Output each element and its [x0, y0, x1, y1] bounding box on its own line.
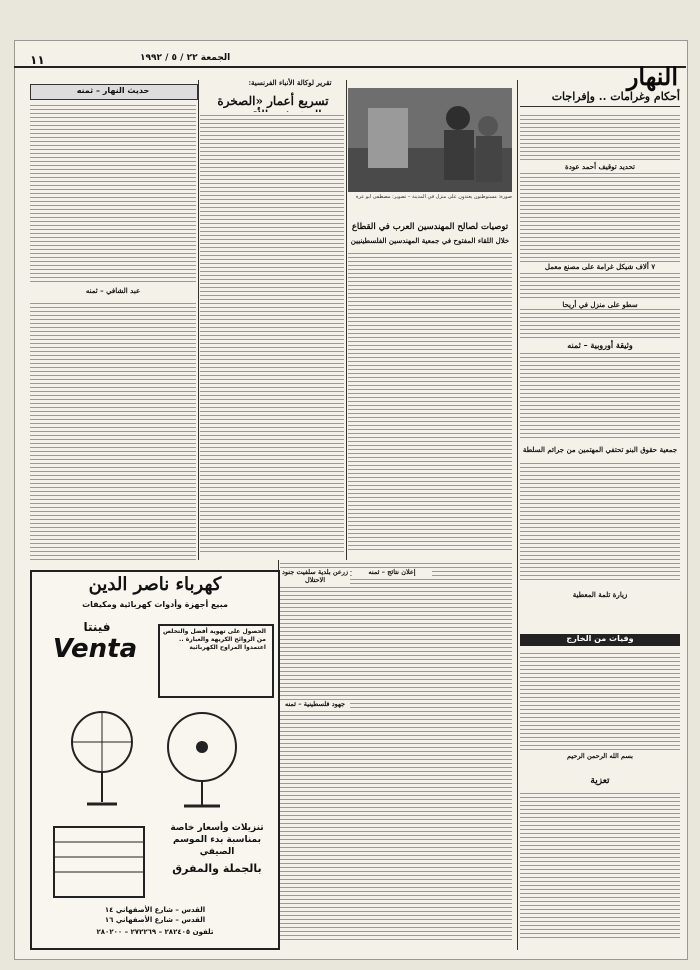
headline-engineers-sub: خلال اللقاء المفتوح في جمعية المهندسين الفلسطينيين: [350, 236, 510, 245]
header-rule: [14, 52, 686, 68]
section-box-title: حديث النهار – ثمنه: [76, 86, 150, 95]
headline-condolence: تعزية: [590, 776, 610, 786]
text-block: [520, 112, 680, 160]
headline-youth: زرعن بلدية سلفيت جنود الاحتلال: [281, 568, 349, 584]
headline-verdicts: أحكام وغرامات .. وإفراجات: [551, 90, 680, 103]
ad-sale: تنزيلات وأسعار خاصة بمناسبة بدء الموسم الصيفي: [170, 823, 264, 857]
text-block: [520, 790, 680, 940]
electrical-ad: [30, 570, 280, 950]
ad-offer: الحصول على تهوية أفضل والتخلص من الروائح الكريهة والغبارة .. اعتمدوا المراوح الكهربائية: [162, 628, 266, 651]
text-block: [520, 460, 680, 580]
ad-venta-arabic: فينتا: [83, 620, 111, 634]
headline-main: تسريع أعمار «الصخرة: [217, 94, 329, 108]
text-block: [520, 170, 680, 340]
headline-sports: زيارة تلمة المعطية: [520, 590, 680, 599]
ad-address-1: القدس – شارع الأصفهاني ١٤: [104, 906, 206, 914]
text-block: [520, 650, 680, 750]
fan-illustration: [42, 702, 268, 812]
news-photo: [348, 88, 512, 192]
rule: [520, 106, 680, 107]
ad-tagline: مبيع أجهزة وأدوات كهربائية ومكيفات: [82, 600, 228, 609]
headline-engineers: توصيات لصالح المهندسين العرب في القطاع: [351, 222, 509, 232]
headline-hussein: ٧ ألاف شيكل غرامة على مصنع معمل: [520, 262, 680, 271]
photo-graphic: [348, 88, 512, 192]
headline-basmala: بسم الله الرحمن الرحيم: [567, 752, 633, 760]
headline-kicker: تقرير لوكالة الأنباء الفرنسية:: [248, 78, 332, 87]
headline-prisoners: سطو على منزل في أريحا: [520, 300, 680, 309]
headline-abdel: عبد الشافي – ثمنه: [85, 286, 141, 295]
ad-venta-logo: Venta: [52, 634, 138, 664]
section-obituaries: وفيات من الخارج: [520, 634, 680, 646]
ad-wholesale: بالجملة والمفرق: [172, 862, 262, 875]
ad-brand: كهرباء ناصر الدين: [88, 574, 222, 595]
headline-hydro: تحديد توقيف أحمد عودة: [565, 162, 635, 171]
headline-dawood: جمعية حقوق البنو تحتفي المهتمين من جرائم السلطة: [522, 445, 678, 454]
text-block: [348, 250, 512, 550]
page-number: ١١: [30, 53, 45, 67]
photo-caption: صورة: مستوطنون يعتدون على منزل في المدينة – تصوير: مصطفى أبو عرة: [355, 194, 512, 200]
ad-phone: تلفون ٢٨٢٤٠٥ – ٢٧٢٢٦٩ – ٢٨٠٢٠٠: [96, 928, 214, 936]
heater-illustration: [44, 822, 154, 902]
text-block: [280, 560, 512, 940]
text-block: [30, 102, 196, 282]
masthead: النهار: [626, 62, 678, 91]
text-block: [30, 300, 196, 560]
ad-address-2: القدس – شارع الأصفهاني ١٦: [104, 916, 206, 924]
headline-dawn: جهود فلسطينية – ثمنه: [280, 700, 350, 708]
text-block: [520, 350, 680, 440]
text-block: [200, 112, 344, 552]
headline-eu: وثيقة أوروبية – ثمنه: [567, 340, 633, 350]
headline-fatah: إعلان نتائج – ثمنه: [352, 568, 432, 576]
dateline: الجمعة ٢٢ / ٥ / ١٩٩٢: [140, 53, 231, 63]
